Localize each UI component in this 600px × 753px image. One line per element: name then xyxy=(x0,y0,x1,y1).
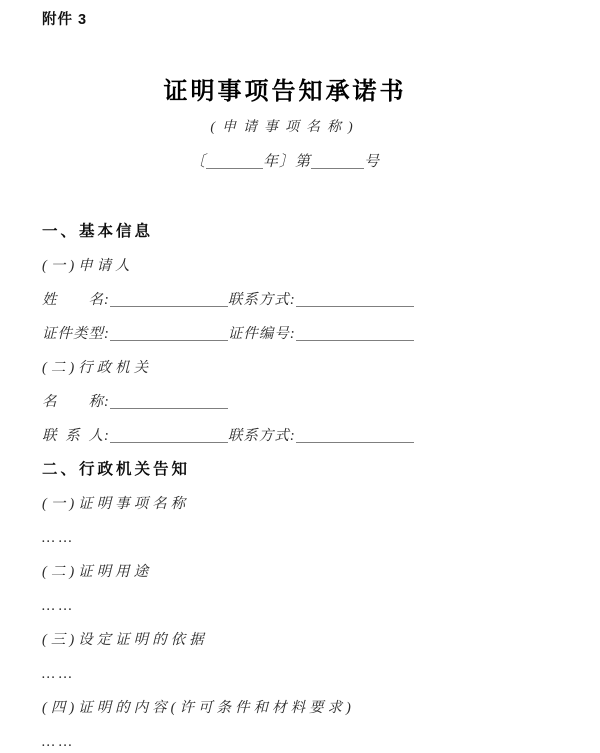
colon: : xyxy=(289,428,296,444)
id-type-label: 证件类型 xyxy=(42,326,104,342)
section-notice-heading: 二、行政机关告知 xyxy=(42,461,191,478)
notice-item4-label: (四)证明的内容(许可条件和材料要求) xyxy=(42,700,355,716)
agency-contact-label: 联系方式 xyxy=(227,428,290,444)
colon: : xyxy=(104,326,110,342)
number-blank xyxy=(311,166,364,169)
notice-item1-content: …… xyxy=(42,530,76,546)
colon: : xyxy=(104,428,110,444)
id-type-blank xyxy=(110,338,228,341)
id-number-blank xyxy=(296,338,414,341)
document-body xyxy=(42,215,600,753)
section-basic-heading: 一、基本信息 xyxy=(42,223,154,240)
notice-item2-label: (二)证明用途 xyxy=(42,564,153,580)
docno-year-suffix: 年〕第 xyxy=(262,154,311,170)
agency-contact-row xyxy=(42,419,600,453)
agency-subheading: (二)行政机关 xyxy=(42,360,153,376)
year-blank xyxy=(206,166,263,169)
colon: : xyxy=(104,292,110,308)
contact-blank xyxy=(296,304,414,307)
contact-person-blank xyxy=(110,440,228,443)
document-title: 证明事项告知承诺书 xyxy=(163,79,407,105)
attachment-label: 附件 3 xyxy=(42,12,88,28)
colon: : xyxy=(104,394,110,410)
agency-name-row xyxy=(42,385,600,419)
name-blank xyxy=(110,304,228,307)
applicant-subheading: (一)申请人 xyxy=(42,258,134,274)
notice-item4-content: …… xyxy=(42,734,76,750)
docno-open-bracket: 〔 xyxy=(189,154,206,170)
notice-item2-content: …… xyxy=(42,598,76,614)
id-number-label: 证件编号 xyxy=(227,326,290,342)
notice-item3-label: (三)设定证明的依据 xyxy=(42,632,208,648)
document-number-line xyxy=(0,152,570,172)
notice-item3-content: …… xyxy=(42,666,76,682)
docno-number-suffix: 号 xyxy=(364,154,381,170)
id-row xyxy=(42,317,600,351)
agency-name-blank xyxy=(110,406,228,409)
contact-label: 联系方式 xyxy=(227,292,290,308)
contact-person-label: 联系人 xyxy=(42,428,104,444)
name-label: 姓名 xyxy=(42,292,104,308)
agency-name-label: 名称 xyxy=(42,394,104,410)
notice-item1-label: (一)证明事项名称 xyxy=(42,496,190,512)
colon: : xyxy=(289,326,296,342)
document-subtitle: (申请事项名称) xyxy=(210,120,360,135)
agency-contact-blank xyxy=(296,440,414,443)
colon: : xyxy=(289,292,296,308)
name-contact-row xyxy=(42,283,600,317)
